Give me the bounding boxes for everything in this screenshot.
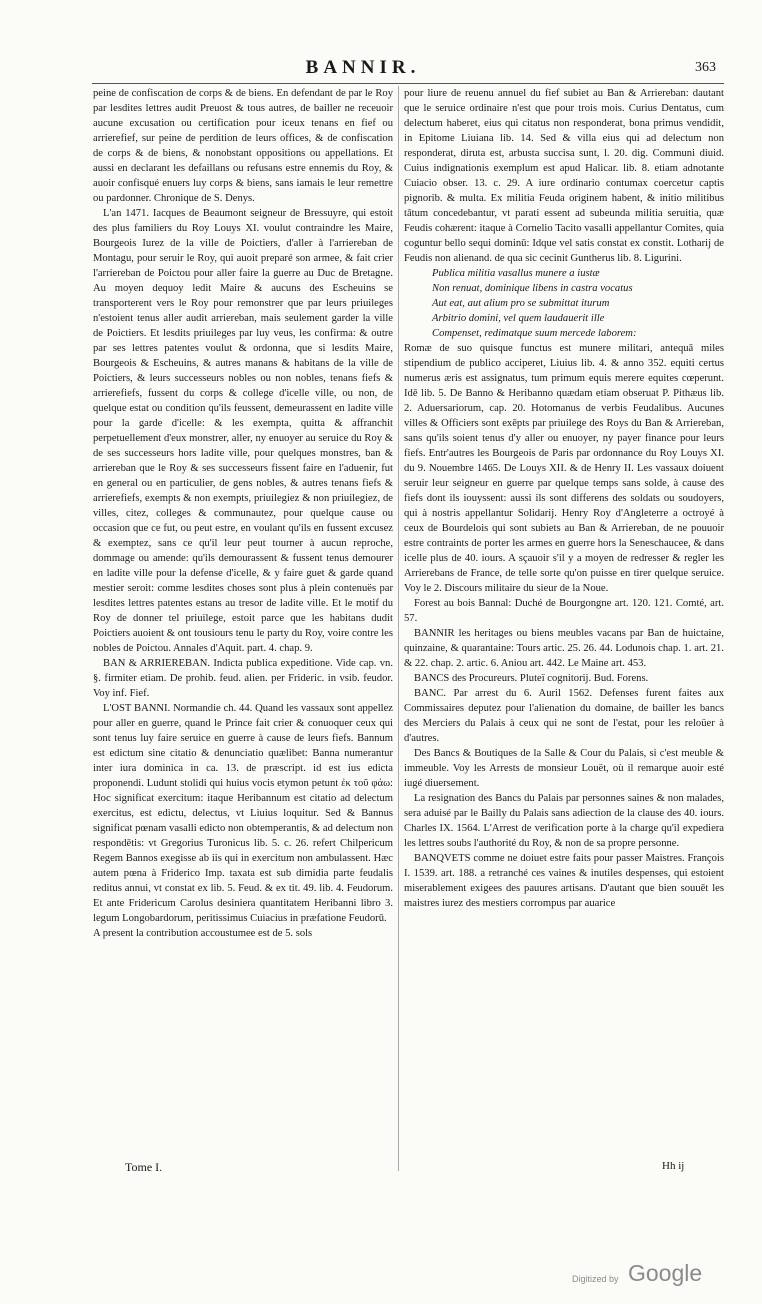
paragraph: BANC. Par arrest du 6. Auril 1562. Defenses furent faites aux Commissaires deputez pour l'alienation du domaine, de bailler les bancs des Merciers du Palais à ceux qui ne sont de l'estat, pour les reloüer à d'autres.	[404, 688, 724, 744]
paragraph: BAN & ARRIEREBAN. Indicta publica expeditione. Vide cap. vn. §. firmiter etiam. De prohib. feud. alien. per Frideric. in vsib. feudor. Voy inf. Fief.	[93, 658, 393, 699]
paragraph: pour liure de reuenu annuel du fief subiet au Ban & Arriereban: dautant que le seruice ordinaire n'est que pour trois mois. Curius Dentatus, cum delectum haberet, eius qui citatus non responderat, bona primus vendidit, in Epitome Liuiana lib. 14. Sed & villa eius qui ad delectum non responderat, diruta est, arbusta succisa sunt, l. 20. dig. Communi diuid. Cuius indignationis exemplum est apud Halicar. lib. 8. etiam adnotante Cuiacio obser. 13. c. 29. A iure ordinario contumax coercetur captis pignorib. & multa. Ex militia Feuda originem habent, & initio militibus tātum concedebantur, vt parati essent ad subeunda militia seruitia, quæ Feudis cohærent: itaque à Cornelio Tacito vasalli appellantur Comites, quia coguntur bello sequi dominū: Idque vel satis constat ex constit. Lotharij de Feudis non alienand. de qua sic cecinit Guntherus lib. 8. Ligurini.	[404, 88, 724, 264]
paragraph: Romæ de suo quisque functus est munere militari, antequā miles stipendium de publico acciperet, Liuius lib. 4. & anno 352. equiti certus numerus æris est assignatus, tum primum equis merere equites cœperunt. Idē lib. 5. De Banno & Heribanno quædam etiam obseruat P. Pithæus lib. 2. Aduersariorum, cap. 20. Hotomanus de verbis Feudalibus. Aucunes villes & Officiers sont exēpts par priuilege des Roys du Ban & Arriereban, sans qu'ils soient tenus d'y aller ou enuoyer, ny payer finance pour leurs fiefs. Entr'autres les Bourgeois de Paris par ordonnance du Roy Louys XI. du 9. Nouembre 1465. De Louys XII. & de Henry II. Les vassaux doiuent seruir leur seigneur en guerre par quelque temps sans solde, à cause des fiefs dont ils iouyssent: aussi ils sont differens des soldats ou soudoyers, qui à nostris appellantur Solidarij. Henry Roy d'Angleterre a octroyé à ceux de Bourdelois qui sont subiets au Ban & Arriereban, de ne pouuoir estre contraints de porter les armes en guerre hors la Seneschaucee, & dans icelle plus de 40. iours. A sçauoir s'il y a moyen de redresser & regler les Arrierebans de France, de telle sorte qu'on puisse en tirer quelque seruice. Voy le 2. Discours militaire du sieur de la Noue.	[404, 343, 724, 594]
verse-line: Aut eat, aut alium pro se submittat iturum	[432, 298, 610, 309]
left-column	[93, 86, 393, 941]
paragraph: peine de confiscation de corps & de biens. En defendant de par le Roy par lesdites lettres audit Preuost & tous autres, de bailler ne receuoir aucune excusation ou certification pour iceux tenans en fief ou arrierefief, sur peine de perdition de leurs offices, & de confiscation de corps & de biens, & nonobstant oppositions ou appellations. Et aussi en declarant les defaillans ou refusans estre ennemis du Roy, & auoir confisqué enuers luy corps & biens, sans iamais le leur remettre ou pardonner. Chronique de S. Denys.	[93, 88, 393, 204]
header-rule	[92, 83, 724, 84]
paragraph: Forest au bois Bannal: Duché de Bourgongne art. 120. 121. Comté, art. 57.	[404, 598, 724, 624]
verse-line: Non renuat, dominique libens in castra vocatus	[432, 283, 633, 294]
watermark-logo-text: Google	[628, 1260, 703, 1286]
verse-line: Compenset, redimatque suum mercede laborem:	[432, 328, 637, 339]
volume-label: Tome I.	[125, 1160, 163, 1174]
paragraph: BANNIR les heritages ou biens meubles vacans par Ban de huictaine, quinzaine, & quarantaine: Tours artic. 25. 26. 44. Lodunois chap. 1. art. 21. & 22. chap. 2. artic. 6. Aniou art. 442. Le Maine art. 453.	[404, 628, 724, 669]
paragraph: Des Bancs & Boutiques de la Salle & Cour du Palais, si c'est meuble & immeuble. Voy les Arrests de monsieur Louët, où il remarque auoir esté iugé diuersement.	[404, 748, 724, 789]
column-divider	[398, 86, 399, 1171]
digitized-watermark	[572, 1262, 722, 1290]
verse-line: Publica militia vasallus munere a iustæ	[432, 268, 600, 279]
running-head: BANNIR.	[305, 57, 421, 78]
verse-line: Arbitrio domini, vel quem laudauerit ille	[432, 313, 605, 324]
paragraph: La resignation des Bancs du Palais par personnes saines & non malades, sera aduisé par le Bailly du Palais sans adiection de la clause des 40. iours. Charles IX. 1564. L'Arrest de verification porte à la charge qu'il expediera les lettres soubs l'authorité du Roy, & non de sa propre personne.	[404, 793, 724, 849]
signature-mark: Hh ij	[662, 1160, 685, 1172]
paragraph: A present la contribution accoustumee est de 5. sols	[93, 928, 313, 939]
paragraph: BANQVETS comme ne doiuet estre faits pour passer Maistres. François I. 1539. art. 188. a retranché ces vaines & inutiles despenses, qui estoient miserablement exigees des pauures artisans. D'autant que bien souuēt les maistres iurez des mestiers corrompus par auarice	[404, 853, 724, 909]
watermark-small-text: Digitized by	[572, 1274, 619, 1284]
page-number: 363	[695, 60, 716, 75]
paragraph: L'an 1471. Iacques de Beaumont seigneur de Bressuyre, qui estoit des plus familiers du Roy Louys XI. voulut contraindre les Maire, Bourgeois Iurez de la ville de Poictiers, d'aller à l'arriereban de Montagu, pour seruir le Roy, qui auoit preparé son armee, & fait crier l'arriereban de Poictou pour aller faire la guerre au Duc de Bretagne. Au moyen dequoy ledit Maire & aucuns des Escheuins se transporterent vers le Roy pour remonstrer que par leurs priuileges n'estoient tenus aller audit arriereban, mais seulement garder la ville de Poictiers. Et lesdits priuileges par luy veus, les confirma: & outre par ses lettres patentes voulut & ordonna, que si lesdits Maire, Bourgeois & Escheuins, & autres manans & habitans de la ville de Poictiers, & leurs successeurs nobles ou non nobles, tenans fiefs & arrierefiefs, fussent du corps & college d'icelle ville, ou non, de quelque estat ou condition qu'ils feussent, demeurassent en ladite ville pour la garde d'icelle: & les exempta, quitta & affranchit perpetuellement d'eux monstrer, aller, ny enuoyer au seruice du Roy & de ses successeurs hors ladite ville, pour quelques monstres, ban & arriereban que le Roy & ses successeurs fissent faire en l'aduenir, fut en general ou en particulier, de gens nobles, & autres tenans fiefs & arrierefiefs, exempts & non exempts, priuilegiez & non priuilegiez, de villes, citez, colleges & communautez, pour quelque cause ou occasion que ce fut, ou peut estre, en voulant qu'ils en fussent excusez & exemptez, sans ce qu'il leur peut tourner à aucun reproche, dommage ou amende: qu'ils demourassent & fussent tenus demourer en ladite ville pour la defense d'icelle, & y faire guet & garde quand mestier seroit: comme lesdites choses sont plus à plein contenuës par lesdites lettres patentes estans au tresor de ladite ville. Et le motif du Roy de donner tel priuilege, estoit parce que les habitans dudit Poictiers auoient & ont tousiours tenu le party du Roy, voire contre les nobles de Poictou. Annales d'Aquit. part. 4. chap. 9.	[93, 208, 393, 654]
paragraph: BANCS des Procureurs. Pluteï cognitorij. Bud. Forens.	[414, 673, 649, 684]
right-column	[404, 86, 724, 911]
paragraph: L'OST BANNI. Normandie ch. 44. Quand les vassaux sont appellez pour aller en guerre, quand le Prince fait crier & conuoquer ceux qui sont tenus luy faire seruice en guerre à cause de leurs fiefs. Bannum est edictum sine citatio & denunciatio quælibet: Banna numerantur inter iura dominica in ca. 13. de præscript. id est ius edicta proponendi. Ludunt stolidi qui huius vocis etymon petunt ἐκ τοῦ φάω: Hoc significat exercitum: itaque Heribannum est citatio ad delectum exercitus, est edictu, delectus, vt Liuius loquitur. Sed & Bannus significat pœnam vasalli edicto non obtemperantis, & ad delectum non respondētis: vt Gregorius Turonicus lib. 5. c. 26. refert Chilpericum Regem Bannos exegisse ab iis qui in exercitum non ambulassent. Hæc autem pœna à Friderico Imp. taxata est sub dimidia parte feudalis reditus annui, vt constat ex lib. 5. Feud. & ex tit. 49. lib. 4. Feudorum. Et ante Fridericum Carolus desiniera quantitatem Heribanni libro 3. legum Longobardorum, peritissimus Cuiacius in præfatione Feudorū.	[93, 703, 393, 924]
